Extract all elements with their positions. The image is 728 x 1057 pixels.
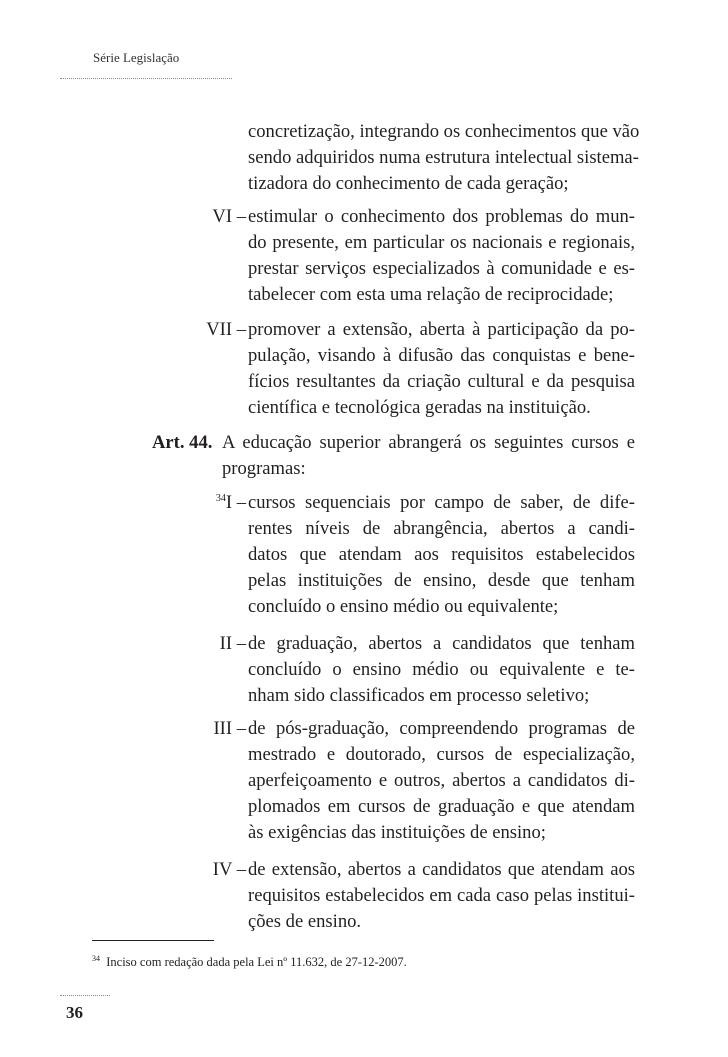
text-line: aperfeiçoamento e outros, abertos a candidatos di- — [248, 770, 635, 791]
item-ii-text — [248, 631, 635, 709]
text-line: nham sido classificados em processo seletivo; — [248, 685, 590, 706]
text-line: estimular o conhecimento dos problemas do mun- — [248, 206, 635, 227]
text-line: programas: — [222, 458, 306, 479]
item-vii-label: VII – — [206, 319, 246, 340]
continuation-paragraph — [248, 119, 640, 197]
text-line: concluído o ensino médio ou equivalente e te- — [248, 659, 635, 680]
text-line: ções de ensino. — [248, 911, 362, 932]
item-iv-text — [248, 857, 635, 935]
text-line: sendo adquiridos numa estrutura intelectual sistema- — [248, 147, 639, 168]
text-line: plomados em cursos de graduação e que atendam — [248, 796, 635, 817]
text-line: de pós-graduação, compreendendo programas de — [248, 718, 635, 739]
text-line: de extensão, abertos a candidatos que atendam aos — [248, 859, 635, 880]
text-line: datos que atendam aos requisitos estabelecidos — [248, 544, 635, 565]
text-line: prestar serviços especializados à comunidade e es- — [248, 258, 635, 279]
page-number: 36 — [66, 1003, 83, 1022]
header-divider — [60, 78, 232, 79]
text-line: pelas instituições de ensino, desde que tenham — [248, 570, 635, 591]
item-i-text — [248, 490, 635, 620]
text-line: de graduação, abertos a candidatos que tenham — [248, 633, 635, 654]
text-line: rentes níveis de abrangência, abertos a candi- — [248, 518, 635, 539]
text-line: A educação superior abrangerá os seguintes cursos e — [222, 432, 635, 453]
text-line: pulação, visando à difusão das conquistas e bene- — [248, 345, 635, 366]
item-vii-text — [248, 317, 635, 421]
item-i-numeral: I – — [225, 492, 246, 513]
item-vi-label: VI – — [212, 206, 246, 227]
text-line: mestrado e doutorado, cursos de especialização, — [248, 744, 635, 765]
text-line: cursos sequenciais por campo de saber, de dife- — [248, 492, 635, 513]
text-line: científica e tecnológica geradas na instituição. — [248, 397, 591, 418]
text-line: do presente, em particular os nacionais e regionais, — [248, 232, 635, 253]
footnote-divider — [92, 940, 214, 941]
article-text — [222, 430, 635, 482]
item-ii-label: II – — [219, 633, 246, 654]
text-line: requisitos estabelecidos em cada caso pelas institui- — [248, 885, 635, 906]
text-line: promover a extensão, aberta à participação da po- — [248, 319, 635, 340]
item-iii-label: III – — [213, 718, 246, 739]
text-line: tizadora do conhecimento de cada geração; — [248, 173, 569, 194]
text-line: concretização, integrando os conhecimentos que vão — [248, 121, 640, 142]
footnote-text: Inciso com redação dada pela Lei nº 11.632, de 27-12-2007. — [106, 955, 407, 969]
text-line: tabelecer com esta uma relação de reciprocidade; — [248, 284, 614, 305]
footnote-number: 34 — [92, 953, 100, 963]
text-line: fícios resultantes da criação cultural e da pesquisa — [248, 371, 635, 392]
item-iv-label: IV – — [212, 859, 246, 880]
text-line: às exigências das instituições de ensino; — [248, 822, 546, 843]
article-label: Art. 44. — [152, 432, 213, 453]
text-line: concluído o ensino médio ou equivalente; — [248, 596, 559, 617]
series-title: Série Legislação — [93, 50, 180, 65]
item-i-label — [216, 490, 246, 516]
page-number-divider — [60, 995, 110, 996]
item-vi-text — [248, 204, 635, 308]
footnote-reference: 34 — [215, 492, 226, 504]
item-iii-text — [248, 716, 635, 846]
footnote — [92, 955, 407, 970]
